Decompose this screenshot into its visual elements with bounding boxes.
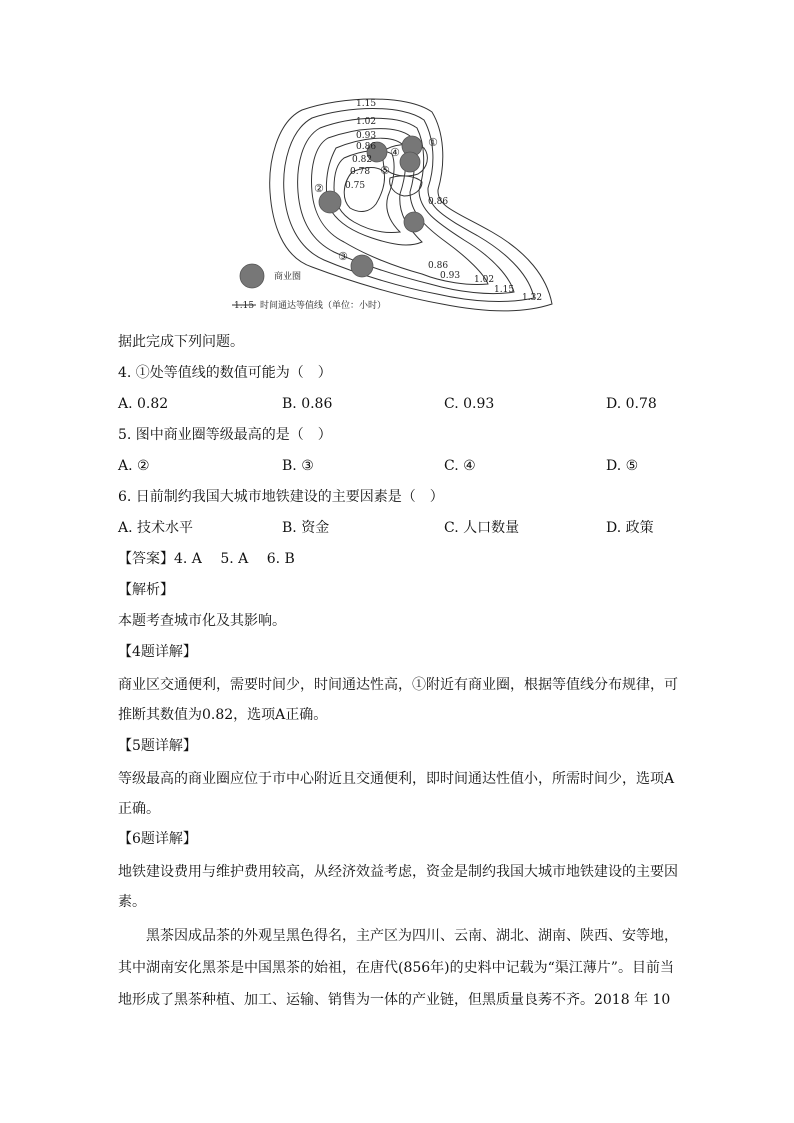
legend-line-label: 时间通达等值线（单位：小时） bbox=[260, 301, 387, 311]
business-circle bbox=[400, 152, 420, 172]
contour-line bbox=[390, 176, 422, 196]
q5-detail-title: 【5题详解】 bbox=[118, 738, 197, 754]
contour-label: 1.15 bbox=[494, 285, 515, 295]
business-circle bbox=[351, 255, 373, 277]
contour-label: 1.02 bbox=[356, 117, 377, 127]
q4-detail-title: 【4题详解】 bbox=[118, 644, 197, 660]
contour-label: 0.93 bbox=[356, 131, 377, 141]
analysis-title: 【解析】 bbox=[118, 582, 174, 598]
contour-label: 0.78 bbox=[350, 167, 371, 177]
q5-option-c[interactable]: C. ④ bbox=[444, 458, 476, 474]
legend-circle-label: 商业圈 bbox=[274, 272, 302, 282]
contour-label: 0.86 bbox=[428, 261, 449, 271]
answer-line: 【答案】4. A 5. A 6. B bbox=[118, 551, 295, 567]
q5-option-d[interactable]: D. ⑤ bbox=[606, 458, 639, 474]
q5-option-b[interactable]: B. ③ bbox=[282, 458, 314, 474]
contour-label: 0.75 bbox=[345, 181, 366, 191]
q6-detail-title: 【6题详解】 bbox=[118, 831, 197, 847]
contour-label: 1.15 bbox=[356, 99, 377, 109]
q4-option-c[interactable]: C. 0.93 bbox=[444, 396, 495, 412]
q5-detail-text: 等级最高的商业圈应位于市中心附近且交通便利，即时间通达性值小，所需时间少，选项A正确。 bbox=[118, 771, 675, 817]
q4-detail-text: 商业区交通便利，需要时间少，时间通达性高，①附近有商业圈，根据等值线分布规律，可推断其数值为0.82，选项A正确。 bbox=[118, 677, 678, 723]
analysis-intro: 本题考查城市化及其影响。 bbox=[118, 613, 286, 629]
q4-option-d[interactable]: D. 0.78 bbox=[606, 396, 657, 412]
q4-option-a[interactable]: A. 0.82 bbox=[118, 396, 169, 412]
legend-circle-symbol bbox=[240, 264, 264, 288]
intro-text: 据此完成下列问题。 bbox=[118, 334, 244, 350]
contour-label: 0.86 bbox=[356, 142, 377, 152]
business-circle bbox=[404, 212, 424, 232]
marker-1: ① bbox=[428, 136, 438, 149]
marker-5: ⑤ bbox=[380, 164, 390, 177]
legend-line-sample: 1.15 bbox=[234, 301, 255, 311]
q4-option-b[interactable]: B. 0.86 bbox=[282, 396, 333, 412]
question-5-stem: 5. 图中商业圈等级最高的是（ ） bbox=[118, 427, 332, 443]
q6-option-a[interactable]: A. 技术水平 bbox=[118, 520, 194, 536]
q6-detail-text: 地铁建设费用与维护费用较高，从经济效益考虑，资金是制约我国大城市地铁建设的主要因素。 bbox=[118, 864, 678, 910]
q6-option-c[interactable]: C. 人口数量 bbox=[444, 520, 520, 536]
contour-label: 0.82 bbox=[352, 155, 373, 165]
contour-label: 0.93 bbox=[440, 271, 461, 281]
q6-option-d[interactable]: D. 政策 bbox=[606, 520, 654, 536]
contour-label: 0.86 bbox=[428, 197, 449, 207]
contour-label: 1.02 bbox=[474, 275, 495, 285]
contour-label: 1.32 bbox=[522, 293, 543, 303]
passage-paragraph: 黑茶因成品茶的外观呈黑色得名，主产区为四川、云南、湖北、湖南、陕西、安等地，其中湖南安化黑茶是中国黑茶的始祖，在唐代(856年)的史料中记载为“渠江薄片”。目前当地形成了黑茶种植、加工、运输、销售为一体的产业链，但黑质量良莠不齐。2018 年 10 bbox=[118, 928, 678, 1008]
marker-4: ④ bbox=[390, 146, 400, 159]
q6-option-b[interactable]: B. 资金 bbox=[282, 520, 330, 536]
question-4-stem: 4. ①处等值线的数值可能为（ ） bbox=[118, 365, 332, 381]
q5-option-a[interactable]: A. ② bbox=[118, 458, 150, 474]
question-6-stem: 6. 日前制约我国大城市地铁建设的主要因素是（ ） bbox=[118, 489, 444, 505]
marker-3: ③ bbox=[338, 250, 348, 263]
contour-map-figure bbox=[232, 92, 562, 314]
marker-2: ② bbox=[314, 182, 324, 195]
